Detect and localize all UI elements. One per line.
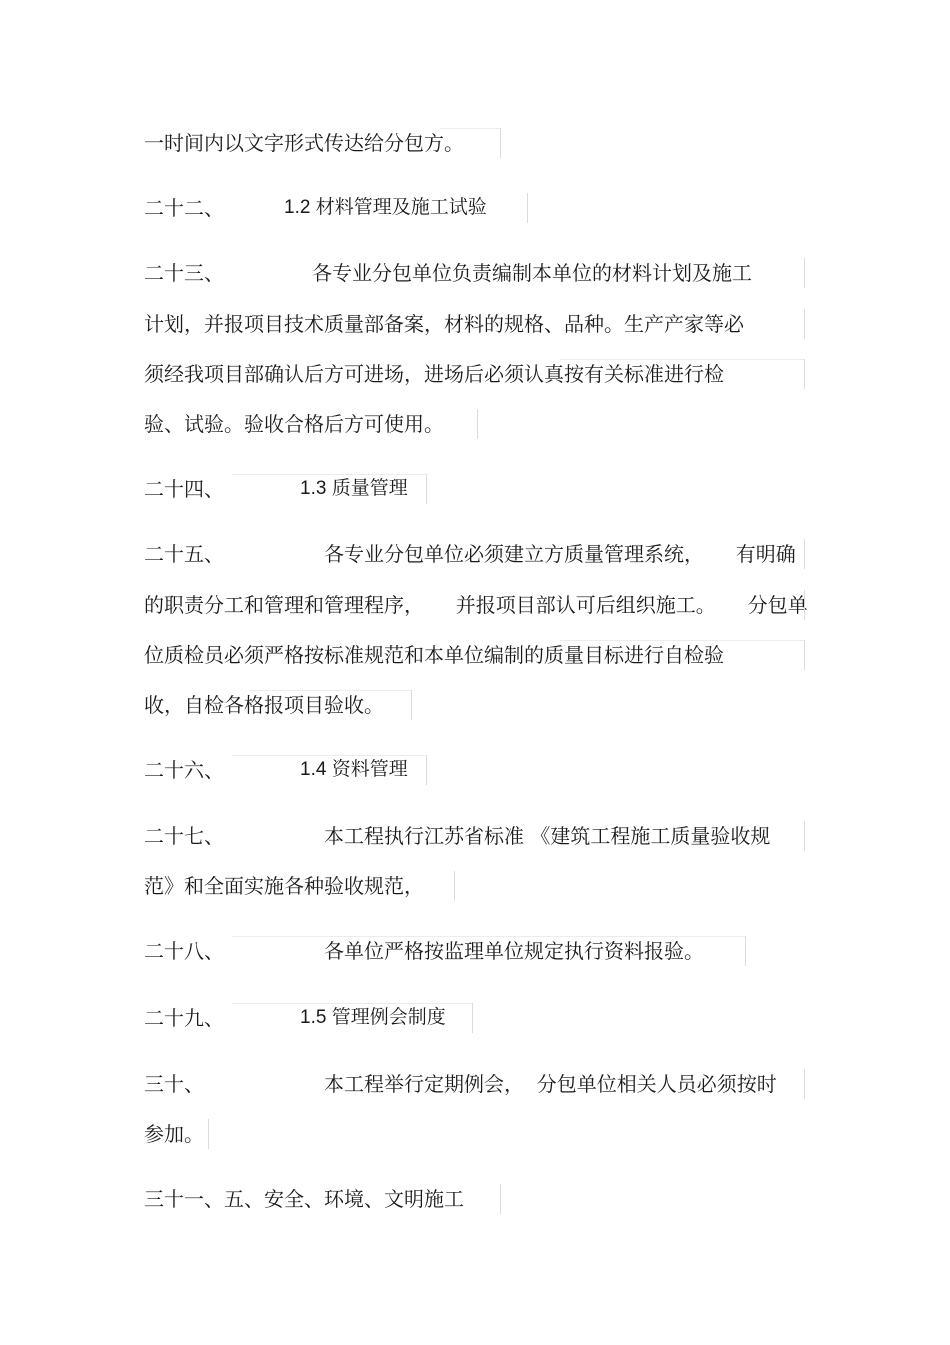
scan-border	[804, 258, 805, 288]
scan-border	[411, 690, 412, 720]
scan-border	[232, 1003, 472, 1004]
line-text: 参加。	[144, 1122, 204, 1146]
item-number: 三十一、	[144, 1187, 224, 1211]
line-text: 各单位严格按监理单位规定执行资料报验。	[324, 939, 704, 963]
scan-border	[426, 474, 427, 504]
item-number: 二十八、	[144, 939, 224, 963]
scan-border	[440, 128, 500, 129]
section-heading-line	[144, 1003, 446, 1033]
section-heading-text: 1.5 管理例会制度	[300, 1007, 446, 1028]
line-text: 范》和全面实施各种验收规范，	[144, 874, 424, 898]
item-number: 二十七、	[144, 824, 224, 848]
scan-border	[232, 474, 426, 475]
scan-border	[804, 821, 805, 851]
section-heading-line	[144, 755, 408, 785]
scan-border	[804, 539, 805, 569]
scan-border	[745, 936, 746, 966]
paragraph-line	[144, 936, 704, 966]
line-text: 位质检员必须严格按标准规范和本单位编制的质量目标进行自检验	[144, 643, 724, 667]
scan-border	[804, 309, 805, 339]
scan-border	[804, 1069, 805, 1099]
paragraph-line	[144, 821, 771, 851]
paragraph-line	[144, 1069, 777, 1099]
scan-border	[232, 755, 426, 756]
paragraph-line	[144, 539, 796, 569]
scan-border	[560, 359, 804, 360]
line-text: 验、试验。验收合格后方可使用。	[144, 412, 444, 436]
line-text: 一时间内以文字形式传达给分包方。	[144, 131, 464, 155]
section-heading-text: 1.3 质量管理	[300, 478, 408, 499]
scan-border	[527, 193, 528, 223]
item-number: 二十九、	[144, 1006, 224, 1030]
line-text: 本工程执行江苏省标准 《建筑工程施工质量验收规	[324, 824, 771, 848]
line-text: 本工程举行定期例会， 分包单位相关人员必须按时	[324, 1072, 777, 1096]
scan-border	[232, 936, 745, 937]
scan-border	[804, 359, 805, 389]
item-number: 二十四、	[144, 477, 224, 501]
scan-border	[208, 1119, 209, 1149]
item-number: 二十六、	[144, 758, 224, 782]
scan-border	[500, 1184, 501, 1214]
section-heading-line	[144, 193, 487, 223]
scan-border	[477, 409, 478, 439]
section-heading-text: 1.4 资料管理	[300, 759, 408, 780]
chapter-heading-line	[144, 1184, 464, 1214]
scan-border	[250, 690, 411, 691]
scan-border	[500, 128, 501, 158]
paragraph-line	[144, 258, 752, 288]
scan-border	[560, 640, 804, 641]
item-number: 二十三、	[144, 261, 224, 285]
item-number: 二十二、	[144, 196, 224, 220]
line-text: 各专业分包单位负责编制本单位的材料计划及施工	[312, 261, 752, 285]
line-text: 各专业分包单位必须建立方质量管理系统， 有明确	[324, 542, 796, 566]
line-text: 的职责分工和管理和管理程序， 并报项目部认可后组织施工。 分包单	[144, 593, 808, 617]
item-number: 二十五、	[144, 542, 224, 566]
scan-border	[804, 590, 805, 620]
section-heading-line	[144, 474, 408, 504]
line-text: 计划，并报项目技术质量部备案，材料的规格、品种。生产产家等必	[144, 312, 744, 336]
scan-border	[426, 755, 427, 785]
chapter-heading-text: 五、安全、环境、文明施工	[224, 1187, 464, 1211]
item-number: 三十、	[144, 1072, 204, 1096]
scan-border	[454, 871, 455, 901]
scan-border	[472, 1003, 473, 1033]
scan-border	[804, 640, 805, 670]
line-text: 收，自检各格报项目验收。	[144, 693, 384, 717]
section-heading-text: 1.2 材料管理及施工试验	[284, 197, 487, 218]
line-text: 须经我项目部确认后方可进场，进场后必须认真按有关标准进行检	[144, 362, 724, 386]
